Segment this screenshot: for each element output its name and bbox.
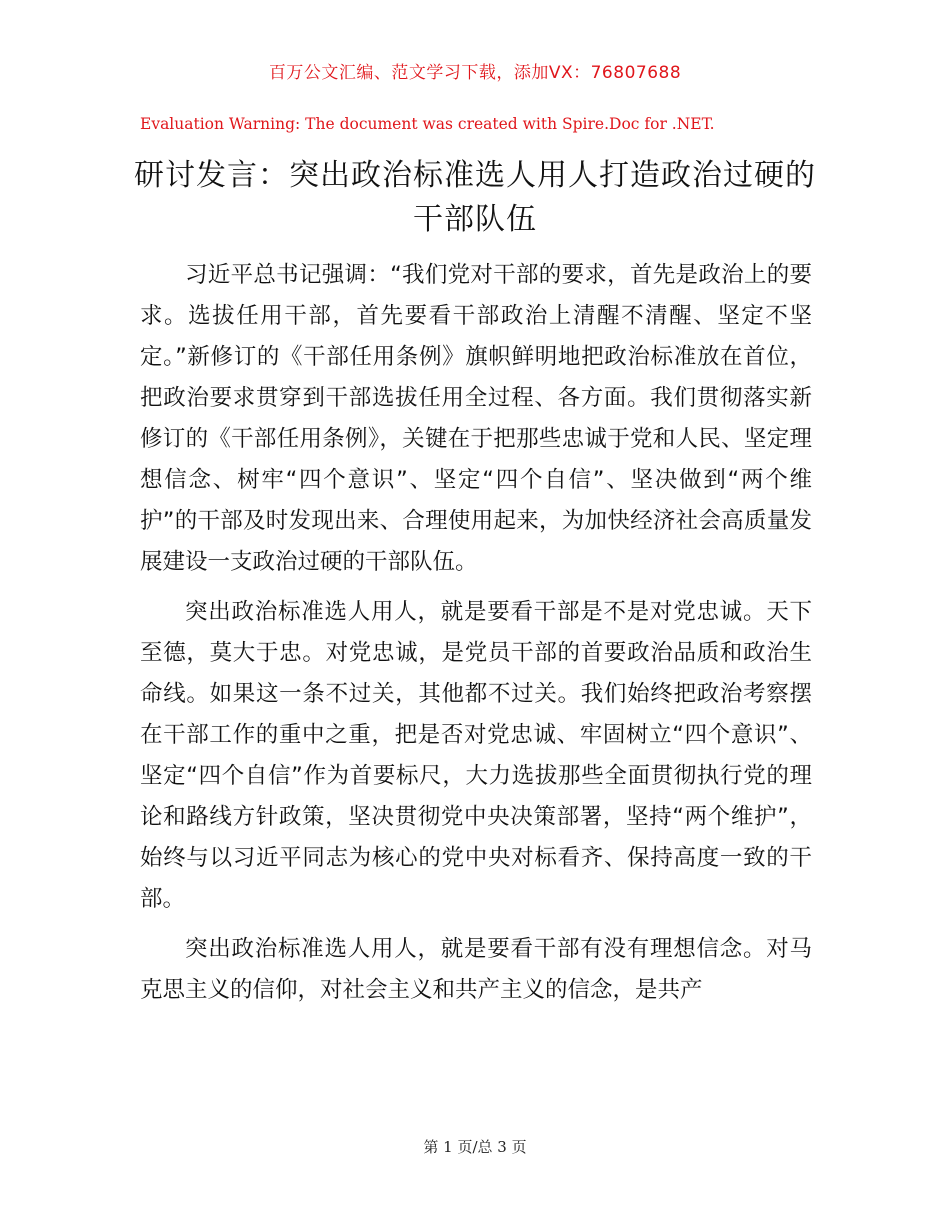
body-paragraph-1: 习近平总书记强调：“我们党对干部的要求，首先是政治上的要求。选拔任用干部，首先要看干部政治上清醒不清醒、坚定不坚定。”新修订的《干部任用条例》旗帜鲜明地把政治标准放在首位，把政治要求贯穿到干部选拔任用全过程、各方面。我们贯彻落实新修订的《干部任用条例》，关键在于把那些忠诚于党和人民、坚定理想信念、树牢“四个意识”、坚定“四个自信”、坚决做到“两个维护”的干部及时发现出来、合理使用起来，为加快经济社会高质量发展建设一支政治过硬的干部队伍。	[140, 262, 812, 575]
page-footer: 第 1 页/总 3 页	[423, 1138, 527, 1156]
header-promo-note: 百万公文汇编、范文学习下载，添加VX：76807688	[268, 63, 682, 83]
body-paragraph-3: 突出政治标准选人用人，就是要看干部有没有理想信念。对马克思主义的信仰，对社会主义和共产主义的信念，是共产	[140, 936, 812, 1003]
document-title: 研讨发言：突出政治标准选人用人打造政治过硬的干部队伍	[134, 158, 816, 237]
evaluation-warning: Evaluation Warning: The document was created with Spire.Doc for .NET.	[140, 115, 715, 133]
body-paragraph-2: 突出政治标准选人用人，就是要看干部是不是对党忠诚。天下至德，莫大于忠。对党忠诚，是党员干部的首要政治品质和政治生命线。如果这一条不过关，其他都不过关。我们始终把政治考察摆在干部工作的重中之重，把是否对党忠诚、牢固树立“四个意识”、坚定“四个自信”作为首要标尺，大力选拔那些全面贯彻执行党的理论和路线方针政策，坚决贯彻党中央决策部署，坚持“两个维护”，始终与以习近平同志为核心的党中央对标看齐、保持高度一致的干部。	[140, 599, 812, 912]
document-body	[140, 255, 812, 1020]
